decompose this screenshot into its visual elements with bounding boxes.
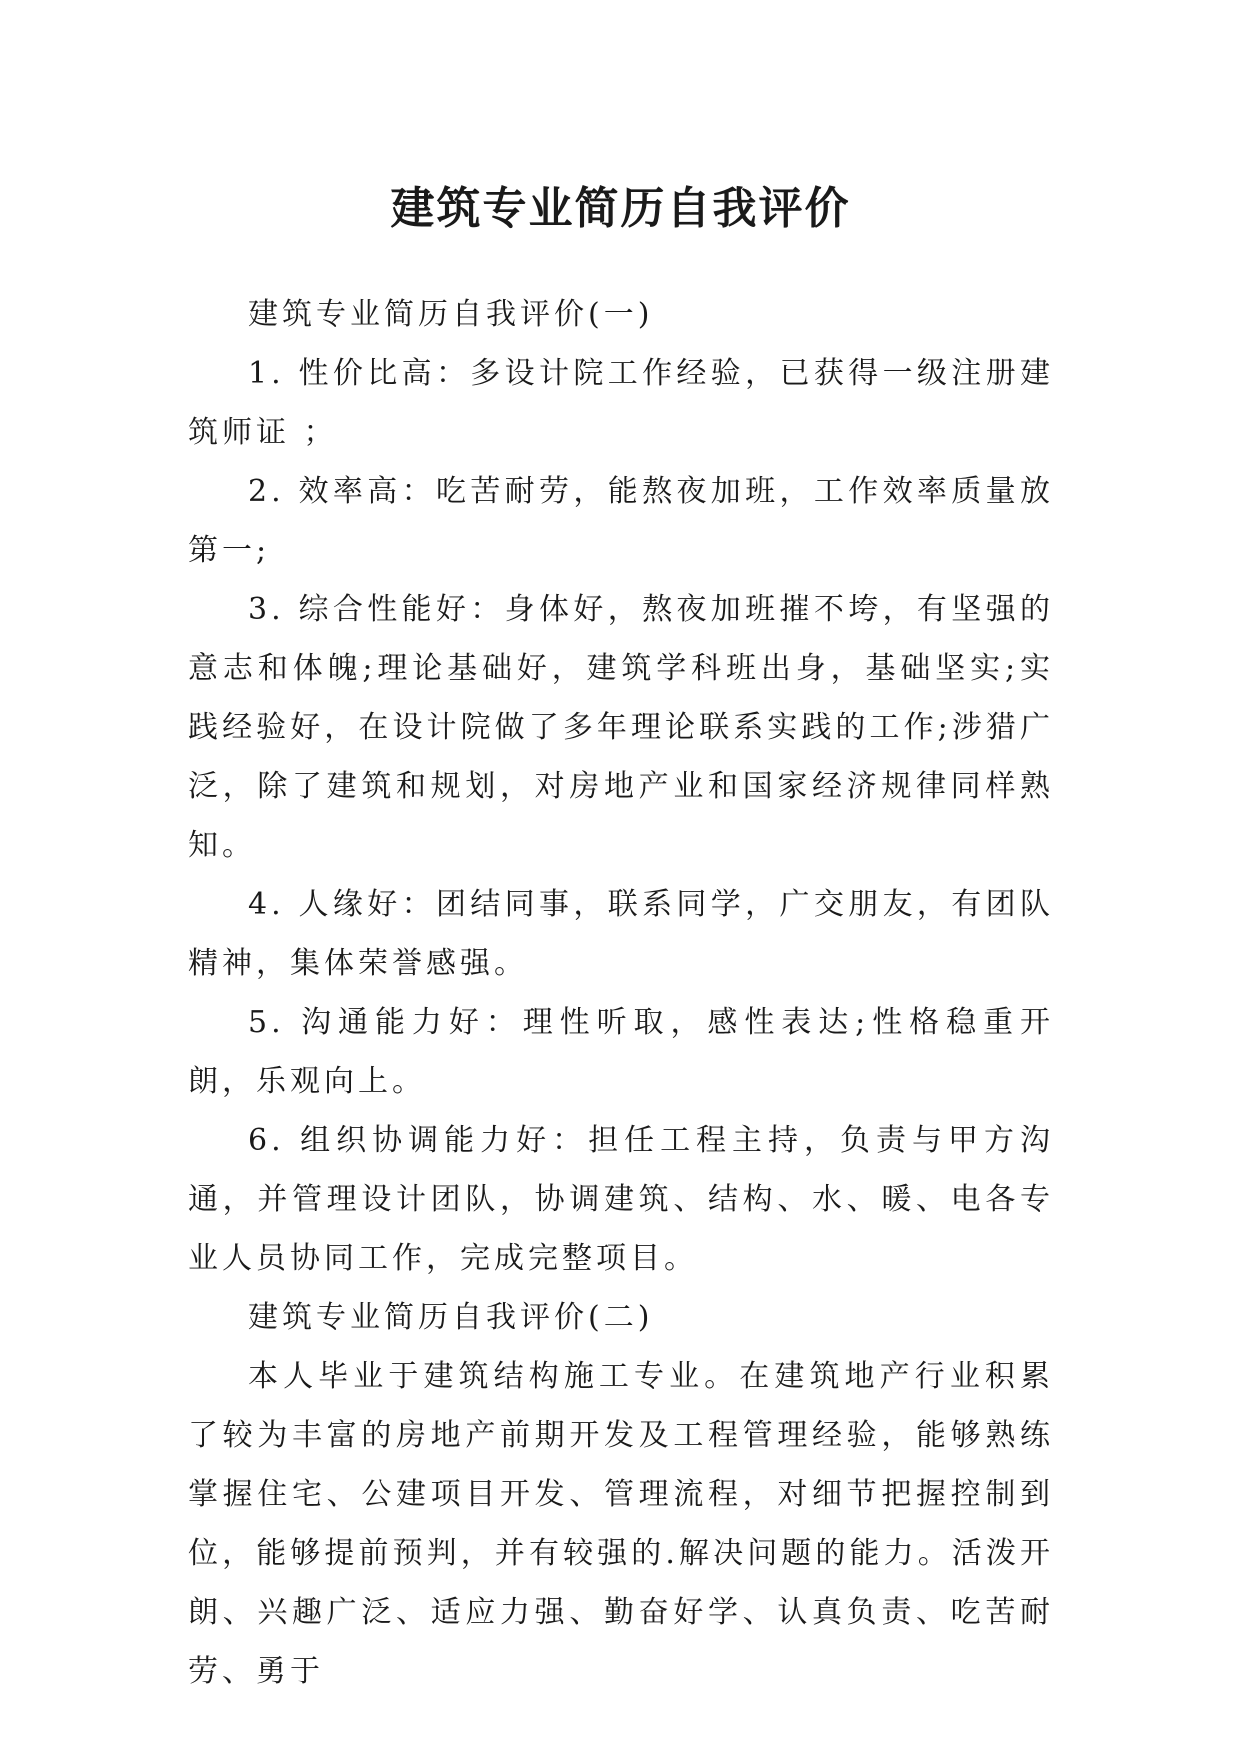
paragraph-section-heading-2: 建筑专业简历自我评价(二) [248,1300,654,1335]
document-body [188,285,1054,1701]
paragraph-item-4: 4. 人缘好：团结同事，联系同学，广交朋友，有团队精神，集体荣誉感强。 [188,887,1054,981]
paragraph-item-1: 1. 性价比高：多设计院工作经验，已获得一级注册建筑师证 ； [188,356,1054,450]
paragraph-item-5: 5. 沟通能力好：理性听取，感性表达;性格稳重开朗，乐观向上。 [188,1005,1054,1099]
paragraph-body-text: 本人毕业于建筑结构施工专业。在建筑地产行业积累了较为丰富的房地产前期开发及工程管理经验，能够熟练掌握住宅、公建项目开发、管理流程，对细节把握控制到位，能够提前预判，并有较强的.解决问题的能力。活泼开朗、兴趣广泛、适应力强、勤奋好学、认真负责、吃苦耐劳、勇于 [188,1359,1054,1689]
paragraph-section-heading-1: 建筑专业简历自我评价(一) [248,297,654,332]
paragraph-item-3: 3. 综合性能好：身体好，熬夜加班摧不垮，有坚强的意志和体魄;理论基础好，建筑学科班出身，基础坚实;实践经验好，在设计院做了多年理论联系实践的工作;涉猎广泛，除了建筑和规划，对房地产业和国家经济规律同样熟知。 [188,592,1054,863]
paragraph-item-6: 6. 组织协调能力好：担任工程主持，负责与甲方沟通，并管理设计团队，协调建筑、结构、水、暖、电各专业人员协同工作，完成完整项目。 [188,1123,1054,1276]
paragraph-item-2: 2. 效率高：吃苦耐劳，能熬夜加班，工作效率质量放第一; [188,474,1054,568]
document-title: 建筑专业简历自我评价 [390,183,851,235]
